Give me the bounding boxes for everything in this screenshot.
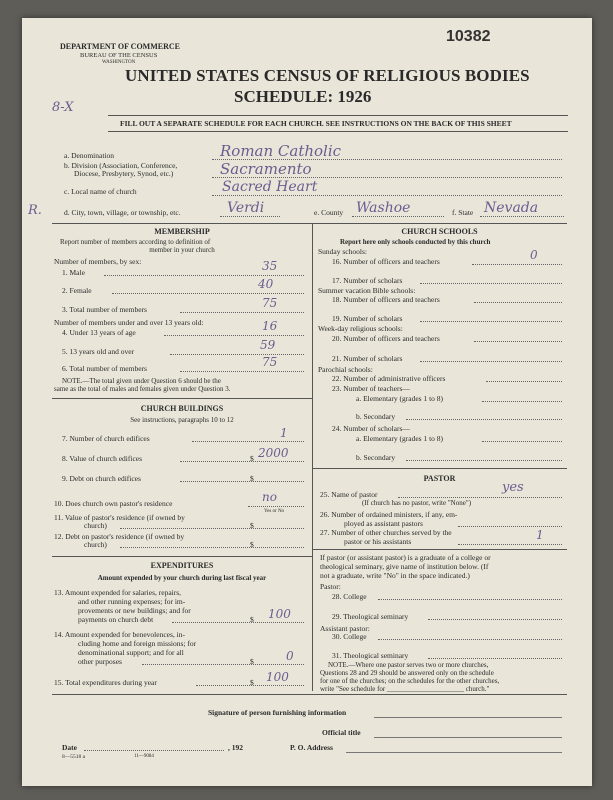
summer-heading: Summer vacation Bible schools: [318, 286, 416, 295]
other-churches-label-2: pastor or his assistants [344, 537, 412, 546]
edifices-value: 1 [280, 426, 288, 440]
membership-note-1: NOTE.—The total given under Question 6 should be the [62, 377, 221, 385]
city-label-field: d. City, town, village, or township, etc. [64, 208, 181, 217]
dollar-sign: $ [250, 615, 254, 624]
total-members-6-label: 6. Total number of members [62, 364, 147, 373]
weekday-officers-label: 20. Number of officers and teachers [332, 334, 440, 343]
owns-residence-label: 10. Does church own pastor's residence [54, 499, 173, 508]
expenditures-title: EXPENDITURES [150, 561, 214, 570]
running-exp-label-3: provements or new buildings; and for [78, 606, 191, 615]
ordained-label-1: 26. Number of ordained ministers, if any, em- [320, 510, 458, 519]
denomination-value: Roman Catholic [220, 142, 342, 160]
owns-residence-value: no [262, 490, 277, 504]
female-label: 2. Female [62, 286, 92, 295]
denomination-label: a. Denomination [64, 151, 114, 160]
state-label: f. State [452, 208, 474, 217]
residence-value-label-1: 11. Value of pastor's residence (if owned by [54, 513, 185, 522]
pastor-title: PASTOR [423, 474, 456, 483]
admin-officers-label: 22. Number of administrative officers [332, 374, 446, 383]
local-name-value: Sacred Heart [222, 179, 318, 195]
edifice-value-label: 8. Value of church edifices [62, 454, 143, 463]
male-value: 35 [262, 259, 278, 273]
assistant-college-label: 30. College [332, 632, 367, 641]
assistant-seminary-label: 31. Theological seminary [332, 651, 409, 660]
total-exp-label: 15. Total expenditures during year [54, 678, 157, 687]
membership-intro-2: member in your church [149, 246, 215, 254]
year-label: , 192 [228, 743, 243, 752]
graduate-intro-2: theological seminary, give name of institution below. (If [320, 562, 489, 571]
edifices-label: 7. Number of church edifices [62, 434, 150, 443]
benevolence-value: 0 [286, 649, 294, 663]
yes-or-no-hint: Yes or No [264, 509, 285, 514]
running-exp-label-1: 13. Amount expended for salaries, repairs, [54, 588, 182, 597]
other-churches-label-1: 27. Number of other churches served by the [320, 528, 452, 537]
pastor-note-2: Questions 28 and 29 should be answered only on the schedule [320, 669, 494, 677]
buildings-sub: See instructions, paragraphs 10 to 12 [130, 416, 234, 424]
weekday-heading: Week-day religious schools: [318, 324, 403, 333]
schools-title: CHURCH SCHOOLS [401, 227, 478, 236]
male-label: 1. Male [62, 268, 85, 277]
residence-debt-label-1: 12. Debt on pastor's residence (if owned by [54, 532, 185, 541]
margin-note: 8-X [52, 100, 74, 115]
official-title-label: Official title [322, 728, 361, 737]
division-label-1: b. Division (Association, Conference, [64, 161, 178, 170]
schedule-number: 10382 [446, 28, 491, 45]
graduate-intro-1: If pastor (or assistant pastor) is a graduate of a college or [320, 553, 491, 562]
benevolence-label-4: other purposes [78, 657, 122, 666]
scholars-elementary-label: a. Elementary (grades 1 to 8) [356, 434, 444, 443]
edifice-value-value: 2000 [258, 446, 289, 460]
form-number: 8—5518 a [62, 754, 86, 760]
running-exp-value: 100 [268, 607, 291, 621]
dollar-sign: $ [250, 474, 254, 483]
edifice-debt-label: 9. Debt on church edifices [62, 474, 141, 483]
form-title: UNITED STATES CENSUS OF RELIGIOUS BODIES [125, 66, 530, 85]
under-13-value: 16 [262, 319, 278, 333]
other-churches-value: 1 [536, 528, 544, 542]
dollar-sign: $ [250, 540, 254, 549]
pastor-name-value: yes [502, 480, 524, 495]
local-name-label: c. Local name of church [64, 187, 137, 196]
parochial-heading: Parochial schools: [318, 365, 373, 374]
department-label: DEPARTMENT OF COMMERCE [60, 42, 181, 51]
membership-title: MEMBERSHIP [154, 227, 210, 236]
assistant-heading: Assistant pastor: [320, 624, 370, 633]
pastor-heading: Pastor: [320, 582, 341, 591]
total-members-6-value: 75 [262, 355, 278, 369]
residence-debt-label-2: church) [84, 540, 107, 549]
graduate-intro-3: not a graduate, write "No" in the space indicated.) [320, 571, 470, 580]
division-value: Sacramento [220, 160, 312, 178]
total-members-value: 75 [262, 296, 278, 310]
form-subtitle: SCHEDULE: 1926 [234, 87, 372, 106]
bureau-label: BUREAU OF THE CENSUS [80, 52, 158, 59]
benevolence-label-1: 14. Amount expended for benevolences, in- [54, 630, 186, 639]
expenditures-sub: Amount expended by your church during last fiscal year [97, 574, 267, 582]
teachers-label: 23. Number of teachers— [332, 384, 410, 393]
print-number: 11—9084 [134, 754, 154, 759]
over-13-value: 59 [260, 338, 276, 352]
po-address-label: P. O. Address [290, 743, 333, 752]
date-label: Date [62, 743, 77, 752]
dollar-sign: $ [250, 657, 254, 666]
summer-scholars-label: 19. Number of scholars [332, 314, 403, 323]
teachers-secondary-label: b. Secondary [356, 412, 396, 421]
census-schedule-sheet [22, 18, 592, 786]
signature-label: Signature of person furnishing information [208, 708, 347, 717]
pastor-note-3: for one of the churches; on the schedules for the other churches, [320, 677, 500, 685]
pastor-name-note: (If church has no pastor, write "None") [362, 499, 472, 507]
county-label: e. County [314, 208, 344, 217]
dollar-sign: $ [250, 678, 254, 687]
members-by-age-heading: Number of members under and over 13 years old: [54, 318, 204, 327]
ordained-label-2: ployed as assistant pastors [344, 519, 423, 528]
scholars-secondary-label: b. Secondary [356, 453, 396, 462]
sunday-officers-label: 16. Number of officers and teachers [332, 257, 440, 266]
residence-value-label-2: church) [84, 521, 107, 530]
female-value: 40 [258, 277, 274, 291]
total-members-label: 3. Total number of members [62, 305, 147, 314]
benevolence-label-2: cluding home and foreign missions; for [78, 639, 197, 648]
buildings-title: CHURCH BUILDINGS [140, 404, 224, 413]
city-value: Verdi [227, 200, 265, 216]
members-by-sex-heading: Number of members, by sex: [54, 257, 142, 266]
schools-sub: Report here only schools conducted by this church [340, 238, 491, 246]
membership-note-2: same as the total of males and females given under Question 3. [54, 385, 231, 393]
division-label-2: Diocese, Presbytery, Synod, etc.) [74, 169, 174, 178]
teachers-elementary-label: a. Elementary (grades 1 to 8) [356, 394, 444, 403]
running-exp-label-2: and other running expenses; for im- [78, 597, 186, 606]
dollar-sign: $ [250, 454, 254, 463]
dollar-sign: $ [250, 521, 254, 530]
membership-intro-1: Report number of members according to definition of [60, 238, 211, 246]
city-label: WASHINGTON [102, 60, 136, 65]
r-mark: R. [28, 203, 42, 218]
state-value: Nevada [484, 200, 539, 216]
weekday-scholars-label: 21. Number of scholars [332, 354, 403, 363]
county-value: Washoe [356, 200, 411, 216]
pastor-name-label: 25. Name of pastor [320, 490, 378, 499]
scholars-label: 24. Number of scholars— [332, 424, 410, 433]
summer-officers-label: 18. Number of officers and teachers [332, 295, 440, 304]
sunday-heading: Sunday schools: [318, 247, 367, 256]
over-13-label: 5. 13 years old and over [62, 347, 135, 356]
pastor-college-label: 28. College [332, 592, 367, 601]
pastor-seminary-label: 29. Theological seminary [332, 612, 409, 621]
sunday-officers-value: 0 [530, 248, 538, 262]
sunday-scholars-label: 17. Number of scholars [332, 276, 403, 285]
total-exp-value: 100 [266, 670, 289, 684]
instructions-banner: FILL OUT A SEPARATE SCHEDULE FOR EACH CHURCH. SEE INSTRUCTIONS ON THE BACK OF THIS SHEET [120, 119, 512, 128]
pastor-note-4: write "See schedule for ______________________ church." [320, 685, 490, 693]
under-13-label: 4. Under 13 years of age [62, 328, 136, 337]
pastor-note-1: NOTE.—Where one pastor serves two or more churches, [328, 661, 489, 669]
benevolence-label-3: denominational support; and for all [78, 648, 184, 657]
running-exp-label-4: payments on church debt [78, 615, 154, 624]
